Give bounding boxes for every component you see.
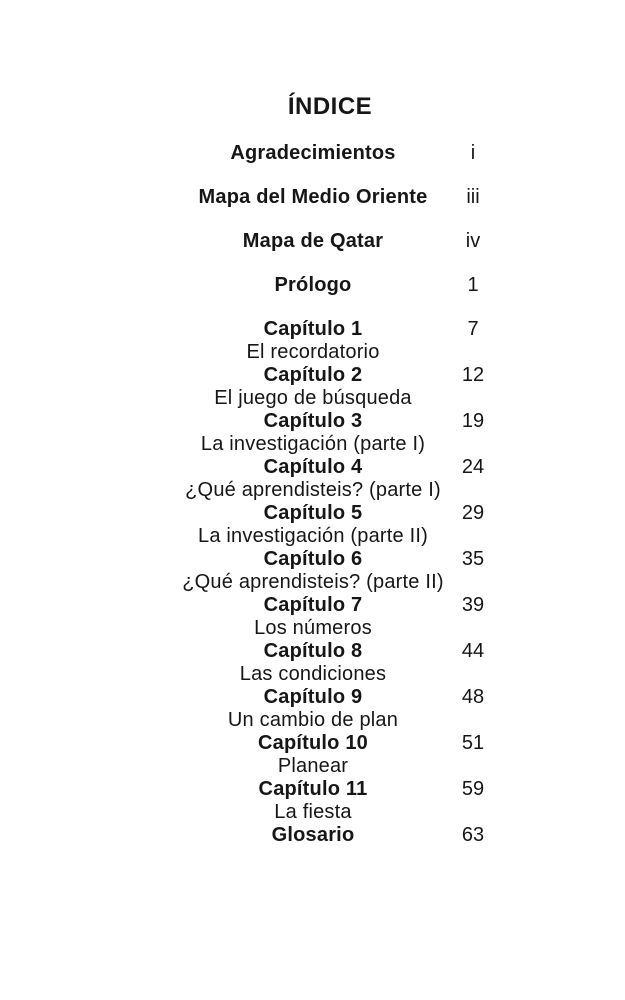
- toc-chapter-subtitle: Un cambio de plan: [227, 709, 399, 731]
- toc-entry-page: i: [470, 142, 476, 164]
- toc-entry-label: Glosario: [271, 824, 355, 846]
- toc-chapter-entry: [170, 640, 490, 663]
- toc-chapter-page: 39: [461, 594, 485, 616]
- toc-chapter-subtitle-page-empty: [456, 617, 490, 640]
- toc-chapter-subtitle-page-empty: [456, 341, 490, 364]
- toc-chapter-subtitle-page-empty: [456, 433, 490, 456]
- toc-entry-page: 63: [461, 824, 485, 846]
- toc-chapter-subtitle-row: [170, 801, 490, 824]
- toc-chapter-page: 48: [461, 686, 485, 708]
- toc-entry-label: Agradecimientos: [230, 142, 396, 164]
- toc-chapter-entry: [170, 364, 490, 387]
- toc-entry-label: Mapa del Medio Oriente: [198, 186, 428, 208]
- toc-chapter-page: 24: [461, 456, 485, 478]
- toc-chapter-subtitle-row: [170, 479, 490, 502]
- toc-chapter-subtitle: ¿Qué aprendisteis? (parte II): [182, 571, 444, 593]
- toc-chapter-entry: [170, 732, 490, 755]
- toc-chapter-entry: [170, 456, 490, 479]
- toc-entries: [170, 142, 490, 847]
- toc-title: ÍNDICE: [287, 93, 373, 120]
- toc-chapter-subtitle-page-empty: [456, 525, 490, 548]
- toc-entry-page: iv: [465, 230, 481, 252]
- toc-chapter-label: Capítulo 4: [263, 456, 363, 478]
- toc-chapter-page: 59: [461, 778, 485, 800]
- toc-chapter-page: 29: [461, 502, 485, 524]
- toc-chapter-subtitle-row: [170, 341, 490, 364]
- toc-entry: [170, 274, 490, 297]
- toc-chapter-entry: [170, 686, 490, 709]
- toc-entry-label: Mapa de Qatar: [242, 230, 384, 252]
- toc-entry-page: iii: [466, 186, 480, 208]
- toc-chapter-label: Capítulo 10: [258, 732, 368, 754]
- toc-chapter-subtitle-row: [170, 709, 490, 732]
- toc-entry: [170, 230, 490, 253]
- toc-chapter-label: Capítulo 9: [263, 686, 363, 708]
- toc-chapter-subtitle: La investigación (parte I): [200, 433, 426, 455]
- toc-chapter-subtitle: La fiesta: [274, 801, 352, 823]
- toc-chapter-subtitle-page-empty: [456, 801, 490, 824]
- toc-entry: [170, 186, 490, 209]
- toc-chapter-page: 35: [461, 548, 485, 570]
- toc-chapter-subtitle: La investigación (parte II): [198, 525, 428, 547]
- toc-chapter-label: Capítulo 7: [263, 594, 363, 616]
- toc-chapter-subtitle: Los números: [254, 617, 372, 639]
- toc-chapter-subtitle: El recordatorio: [246, 341, 380, 363]
- toc-entry-label: Prólogo: [274, 274, 352, 296]
- toc-chapter-page: 51: [461, 732, 485, 754]
- toc-chapter-subtitle-page-empty: [456, 663, 490, 686]
- toc-chapter-entry: [170, 502, 490, 525]
- toc-chapter-subtitle: ¿Qué aprendisteis? (parte I): [185, 479, 441, 501]
- toc-chapter-entry: [170, 318, 490, 341]
- toc-entry: [170, 824, 490, 847]
- toc-chapter-page: 19: [461, 410, 485, 432]
- toc-chapter-page: 44: [461, 640, 485, 662]
- toc-chapter-entry: [170, 410, 490, 433]
- toc-chapter-label: Capítulo 5: [263, 502, 363, 524]
- toc-chapter-subtitle-row: [170, 525, 490, 548]
- toc-chapter-subtitle-page-empty: [456, 755, 490, 778]
- toc-chapter-subtitle-row: [170, 663, 490, 686]
- toc-chapter-subtitle-page-empty: [456, 387, 490, 410]
- toc-chapter-subtitle-row: [170, 387, 490, 410]
- toc-chapter-label: Capítulo 1: [263, 318, 363, 340]
- toc-chapter-subtitle-row: [170, 755, 490, 778]
- toc-chapter-subtitle-page-empty: [456, 479, 490, 502]
- toc-entry: [170, 142, 490, 165]
- toc-chapter-label: Capítulo 6: [263, 548, 363, 570]
- toc-chapter-subtitle-row: [170, 571, 490, 594]
- toc-chapter-subtitle-page-empty: [456, 709, 490, 732]
- toc-chapter-subtitle-page-empty: [456, 571, 490, 594]
- toc-chapter-subtitle: Planear: [277, 755, 349, 777]
- toc-chapter-entry: [170, 778, 490, 801]
- toc-chapter-label: Capítulo 11: [258, 778, 368, 800]
- toc-chapter-subtitle-row: [170, 617, 490, 640]
- toc-entry-page: 1: [467, 274, 479, 296]
- table-of-contents: [170, 92, 490, 847]
- toc-chapter-subtitle: El juego de búsqueda: [214, 387, 412, 409]
- toc-chapter-page: 12: [461, 364, 485, 386]
- toc-chapter-subtitle-row: [170, 433, 490, 456]
- toc-chapter-page: 7: [467, 318, 479, 340]
- toc-chapter-label: Capítulo 2: [263, 364, 363, 386]
- toc-chapter-label: Capítulo 8: [263, 640, 363, 662]
- toc-chapter-entry: [170, 594, 490, 617]
- toc-chapter-label: Capítulo 3: [263, 410, 363, 432]
- toc-chapter-entry: [170, 548, 490, 571]
- toc-chapter-subtitle: Las condiciones: [239, 663, 387, 685]
